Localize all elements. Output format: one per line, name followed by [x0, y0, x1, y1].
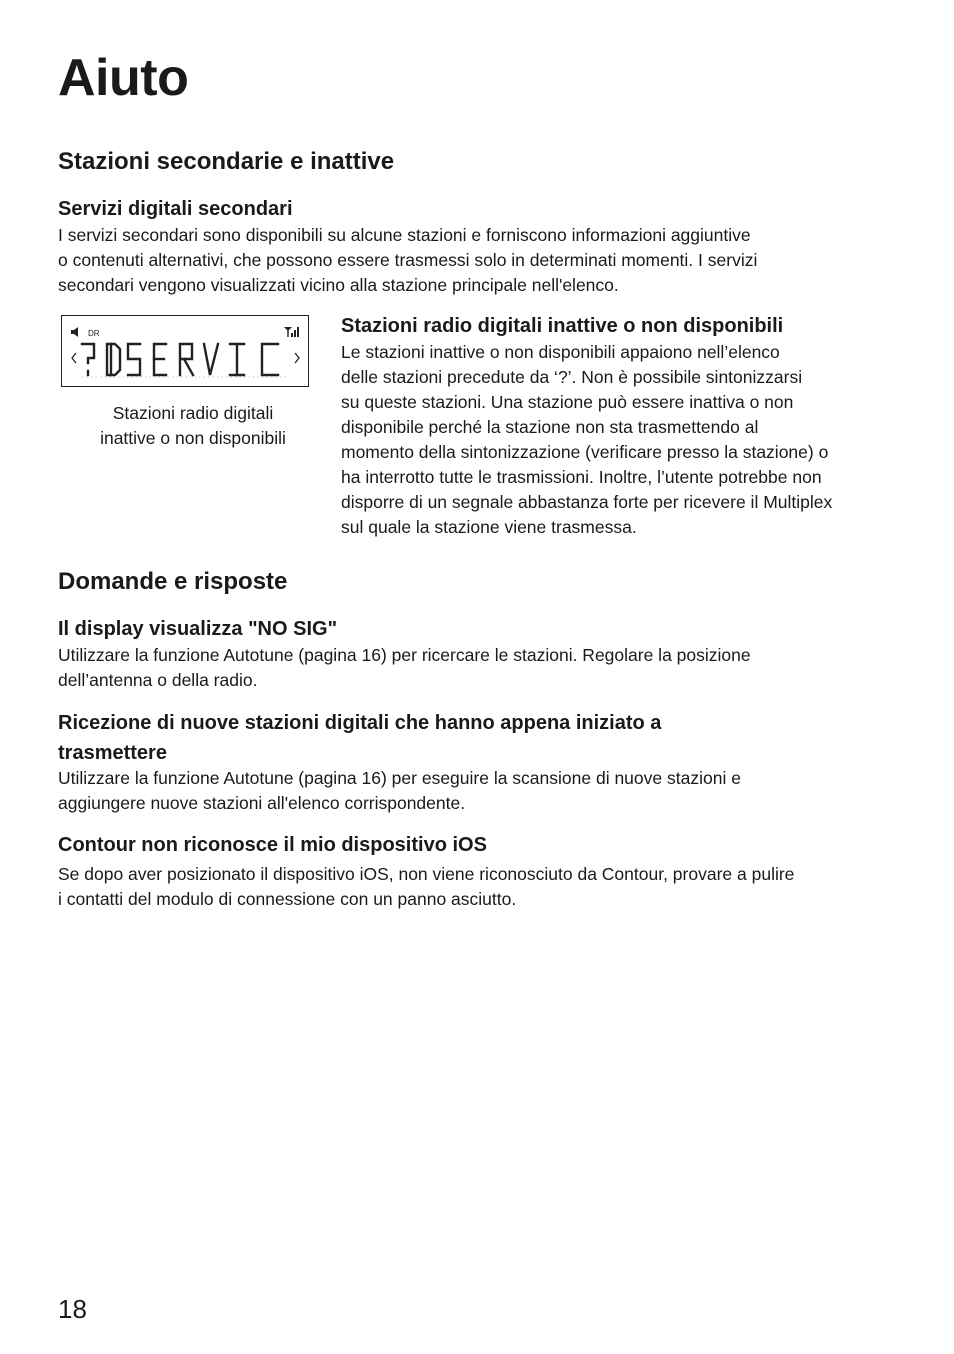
text-line: i contatti del modulo di connessione con un panno asciutto.: [58, 889, 517, 909]
text-line: Utilizzare la funzione Autotune (pagina 16) per ricercare le stazioni. Regolare la posizione: [58, 645, 751, 665]
subheading-secondary-digital-services: Servizi digitali secondari: [58, 198, 293, 220]
signal-strength-icon: [284, 327, 299, 337]
text-line: Le stazioni inattive o non disponibili appaiono nell’elenco: [341, 342, 780, 362]
text-line: I servizi secondari sono disponibili su alcune stazioni e forniscono informazioni aggiuntive: [58, 225, 751, 245]
speaker-icon: [71, 327, 78, 337]
lcd-segment-text: [82, 344, 278, 375]
text-line: su queste stazioni. Una stazione può essere inattiva o non: [341, 392, 794, 412]
section-heading-faq: Domande e risposte: [58, 568, 288, 595]
text-line: secondari vengono visualizzati vicino alla stazione principale nell'elenco.: [58, 275, 619, 295]
page-number: 18: [58, 1294, 87, 1324]
text-line: dell’antenna o della radio.: [58, 670, 258, 690]
lcd-right-arrow-icon: [295, 353, 299, 363]
lcd-left-arrow-icon: [72, 353, 76, 363]
subheading-new-stations: [58, 708, 898, 768]
text-line: momento della sintonizzazione (verificare presso la stazione) o: [341, 442, 829, 462]
paragraph-secondary-services: [58, 223, 898, 298]
text-line: Se dopo aver posizionato il dispositivo iOS, non viene riconosciuto da Contour, provare a pulire: [58, 864, 795, 884]
inactive-stations-column: [341, 313, 901, 540]
paragraph-ios-device: [58, 862, 898, 912]
text-line: o contenuti alternativi, che possono essere trasmessi solo in determinati momenti. I servizi: [58, 250, 758, 270]
figure-caption: [58, 401, 328, 451]
subheading-ios-device: Contour non riconosce il mio dispositivo iOS: [58, 834, 487, 856]
text-line: disponibile perché la stazione non sta trasmettendo al: [341, 417, 759, 437]
text-line: disporre di un segnale abbastanza forte per ricevere il Multiplex: [341, 492, 833, 512]
subheading-no-sig: Il display visualizza "NO SIG": [58, 618, 338, 640]
text-line: ha interrotto tutte le trasmissioni. Inoltre, l’utente potrebbe non: [341, 467, 822, 487]
paragraph-inactive-stations: [341, 340, 901, 540]
heading-line: Ricezione di nuove stazioni digitali che hanno appena iniziato a: [58, 712, 662, 734]
subheading-inactive-stations: Stazioni radio digitali inattive o non disponibili: [341, 315, 784, 337]
text-line: aggiungere nuove stazioni all'elenco corrispondente.: [58, 793, 466, 813]
lcd-display-illustration: [61, 315, 309, 387]
heading-line: trasmettere: [58, 742, 167, 764]
caption-line: Stazioni radio digitali: [112, 403, 274, 423]
section-heading-secondary-stations: Stazioni secondarie e inattive: [58, 148, 395, 175]
page-title: Aiuto: [58, 49, 189, 107]
text-line: delle stazioni precedute da ‘?’. Non è possibile sintonizzarsi: [341, 367, 803, 387]
text-line: Utilizzare la funzione Autotune (pagina 16) per eseguire la scansione di nuove stazioni e: [58, 768, 741, 788]
caption-line: inattive o non disponibili: [100, 428, 286, 448]
paragraph-no-sig: [58, 643, 898, 693]
lcd-indicator-dr: DR: [88, 329, 100, 338]
paragraph-new-stations: [58, 766, 898, 816]
text-line: sul quale la stazione viene trasmessa.: [341, 517, 637, 537]
